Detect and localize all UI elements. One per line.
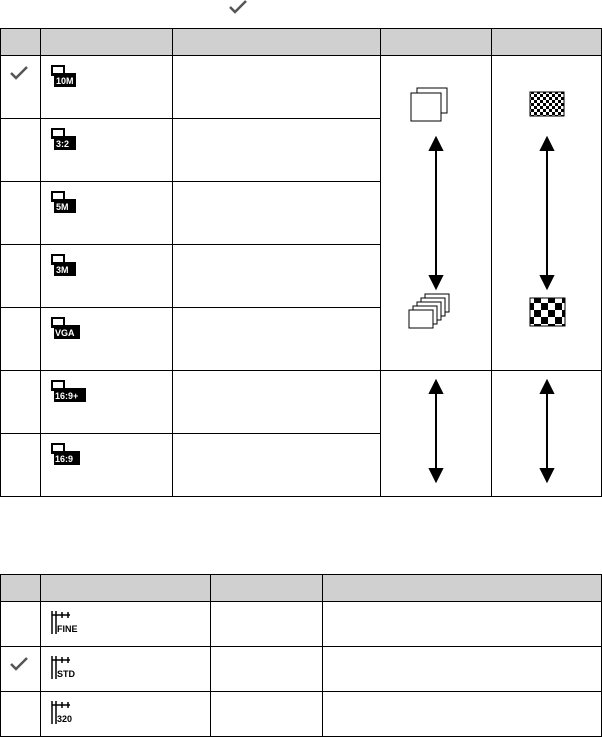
double-arrow-icon: [430, 138, 442, 288]
check-cell: [1, 602, 41, 647]
svg-text:3M: 3M: [56, 265, 69, 275]
table-cell: [211, 647, 323, 692]
header-cell: [41, 29, 173, 56]
svg-text:FINE: FINE: [57, 624, 78, 634]
header-cell: [41, 575, 211, 602]
movie-quality-icon: [50, 700, 90, 726]
check-cell: [1, 56, 41, 119]
icon-cell: [41, 602, 211, 647]
svg-text:3:2: 3:2: [56, 139, 70, 149]
icon-cell: [41, 308, 173, 371]
header-cell: [323, 575, 602, 602]
icon-cell: [41, 56, 173, 119]
image-size-icon: [50, 253, 90, 279]
svg-text:16:9+: 16:9+: [55, 391, 79, 401]
description-cell: [173, 434, 381, 497]
prints-graphic: [381, 58, 491, 364]
header-cell: [381, 29, 492, 56]
header-cell: [211, 575, 323, 602]
double-arrow-icon: [541, 138, 553, 288]
table-row: [1, 56, 602, 119]
table-cell: [323, 602, 602, 647]
check-cell: [1, 647, 41, 692]
coarse-grid-icon: [530, 298, 565, 326]
table-header-row: [1, 575, 602, 602]
svg-text:STD: STD: [57, 669, 75, 679]
image-size-icon: [50, 64, 90, 90]
movie-quality-icon: [50, 655, 90, 681]
description-cell: [173, 245, 381, 308]
check-cell: [1, 182, 41, 245]
icon-cell: [41, 434, 173, 497]
check-cell: [1, 371, 41, 434]
table-cell: [323, 692, 602, 737]
svg-text:10M: 10M: [56, 76, 74, 86]
table-cell: [211, 602, 323, 647]
table-cell: [211, 692, 323, 737]
double-arrow-icon: [492, 371, 602, 491]
table-row: [1, 602, 602, 647]
image-size-table: [0, 28, 602, 497]
header-cell: [492, 29, 602, 56]
description-cell: [173, 182, 381, 245]
print-usage-cell: [381, 371, 492, 497]
print-usage-cell: [381, 56, 492, 371]
table-row: [1, 371, 602, 434]
image-size-icon: [50, 190, 90, 216]
icon-cell: [41, 647, 211, 692]
fine-grid-icon: [530, 92, 564, 116]
check-cell: [1, 119, 41, 182]
many-prints-icon: [409, 294, 449, 328]
description-cell: [173, 56, 381, 119]
check-cell: [1, 692, 41, 737]
check-cell: [1, 434, 41, 497]
image-size-icon: [50, 127, 90, 153]
icon-cell: [41, 182, 173, 245]
quality-graphic: [492, 58, 602, 364]
description-cell: [173, 308, 381, 371]
svg-text:5M: 5M: [56, 202, 69, 212]
header-cell: [173, 29, 381, 56]
quality-cell: [492, 371, 602, 497]
description-cell: [173, 119, 381, 182]
image-size-icon: [50, 379, 90, 405]
svg-text:320: 320: [57, 714, 73, 724]
movie-size-table: [0, 574, 602, 737]
check-cell: [1, 308, 41, 371]
icon-cell: [41, 692, 211, 737]
image-size-icon: [50, 316, 90, 342]
header-cell: [1, 29, 41, 56]
quality-cell: [492, 56, 602, 371]
table-cell: [323, 647, 602, 692]
check-cell: [1, 245, 41, 308]
table-row: [1, 692, 602, 737]
check-icon: [9, 66, 29, 80]
image-size-icon: [50, 442, 90, 468]
svg-text:VGA: VGA: [55, 328, 75, 338]
svg-text:16:9: 16:9: [55, 454, 74, 464]
check-icon: [228, 0, 248, 14]
icon-cell: [41, 371, 173, 434]
double-arrow-icon: [381, 371, 491, 491]
check-icon: [9, 657, 29, 671]
table-header-row: [1, 29, 602, 56]
icon-cell: [41, 245, 173, 308]
single-print-icon: [411, 88, 447, 121]
icon-cell: [41, 119, 173, 182]
table-row: [1, 647, 602, 692]
description-cell: [173, 371, 381, 434]
header-cell: [1, 575, 41, 602]
movie-quality-icon: [50, 610, 90, 636]
